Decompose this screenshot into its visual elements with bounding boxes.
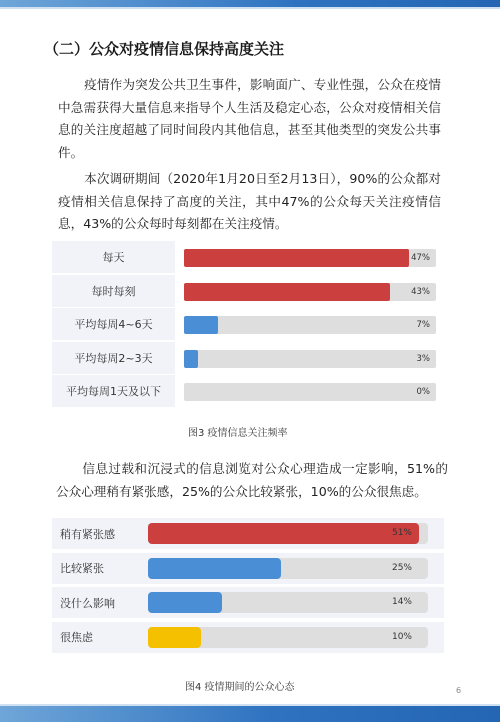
chart-row xyxy=(52,518,444,549)
chart-row xyxy=(52,587,444,618)
chart-row xyxy=(52,375,444,407)
bar-value-label: 3% xyxy=(416,353,430,364)
paragraph-2 xyxy=(58,168,441,236)
bar-label: 稍有紧张感 xyxy=(52,518,146,549)
bar-cell xyxy=(146,622,444,653)
paragraph-3-text: 信息过载和沉浸式的信息浏览对公众心理造成一定影响，51%的公众心理稍有紧张感，25%的公众比较紧张，10%的公众很焦虑。 xyxy=(56,461,448,499)
figure4-caption: 图4 疫情期间的公众心态 xyxy=(185,682,295,693)
paragraph-2-text: 本次调研期间（2020年1月20日至2月13日），90%的公众都对疫情相关信息保持了高度的关注，其中47%的公众每天关注疫情信息，43%的公众每时每刻都在关注疫情。 xyxy=(58,171,441,231)
bar-value-label: 7% xyxy=(416,320,430,330)
bar-track xyxy=(184,350,436,368)
chart-row xyxy=(52,275,444,307)
bar-label: 很焦虑 xyxy=(52,622,146,653)
bar-track xyxy=(148,627,428,648)
chart-row xyxy=(52,553,444,584)
bar xyxy=(184,249,409,267)
paragraph-1-text: 疫情作为突发公共卫生事件，影响面广、专业性强，公众在疫情中急需获得大量信息来指导个人生活及稳定心态，公众对疫情相关信息的关注度超越了同时间段内其他信息，甚至其他类型的突发公共事件。 xyxy=(58,77,441,160)
bar-value-label: 51% xyxy=(391,528,412,538)
bar-label: 平均每周4~6天 xyxy=(52,308,175,340)
bar-track xyxy=(184,316,436,334)
bar-cell xyxy=(178,308,444,340)
bar-value-label: 10% xyxy=(391,631,412,642)
top-decor-line xyxy=(0,7,500,9)
page-number: 6 xyxy=(456,686,462,695)
bar-value-label: 25% xyxy=(391,562,412,573)
bar xyxy=(148,627,201,648)
bar xyxy=(148,523,419,544)
bar-value-label: 14% xyxy=(391,597,412,607)
public-mindset-chart xyxy=(52,518,444,658)
top-decor-bar xyxy=(0,0,500,7)
bar-label: 平均每周2~3天 xyxy=(52,342,175,374)
bar-label: 平均每周1天及以下 xyxy=(52,375,175,407)
bottom-decor-bar xyxy=(0,706,500,722)
bar-cell xyxy=(178,241,444,273)
bar xyxy=(148,558,281,579)
chart-row xyxy=(52,308,444,340)
section-title: （二）公众对疫情信息保持高度关注 xyxy=(44,40,285,58)
bar-value-label: 0% xyxy=(416,387,430,397)
bar-cell xyxy=(146,518,444,549)
bar-cell xyxy=(146,553,444,584)
bar xyxy=(184,316,218,334)
bar xyxy=(184,350,198,368)
chart-row xyxy=(52,622,444,653)
bar-label: 比较紧张 xyxy=(52,553,146,584)
bar-track xyxy=(184,249,436,267)
chart-row xyxy=(52,342,444,374)
bar-value-label: 43% xyxy=(411,286,430,297)
bar-label: 每天 xyxy=(52,241,175,273)
bar-cell xyxy=(178,342,444,374)
bar-track xyxy=(184,283,436,301)
figure3-caption: 图3 疫情信息关注频率 xyxy=(188,428,288,439)
chart-row xyxy=(52,241,444,273)
paragraph-3 xyxy=(56,458,448,503)
bar-label: 每时每刻 xyxy=(52,275,175,307)
bar-track xyxy=(148,592,428,613)
bar-track xyxy=(148,558,428,579)
bar-cell xyxy=(178,375,444,407)
bar-track xyxy=(184,383,436,401)
bar xyxy=(184,283,390,301)
bar xyxy=(148,592,222,613)
attention-frequency-chart xyxy=(52,241,444,409)
bar-cell xyxy=(146,587,444,618)
bar-value-label: 47% xyxy=(411,253,430,263)
bar-cell xyxy=(178,275,444,307)
bar-track xyxy=(148,523,428,544)
bar-label: 没什么影响 xyxy=(52,587,146,618)
paragraph-1 xyxy=(58,74,441,164)
